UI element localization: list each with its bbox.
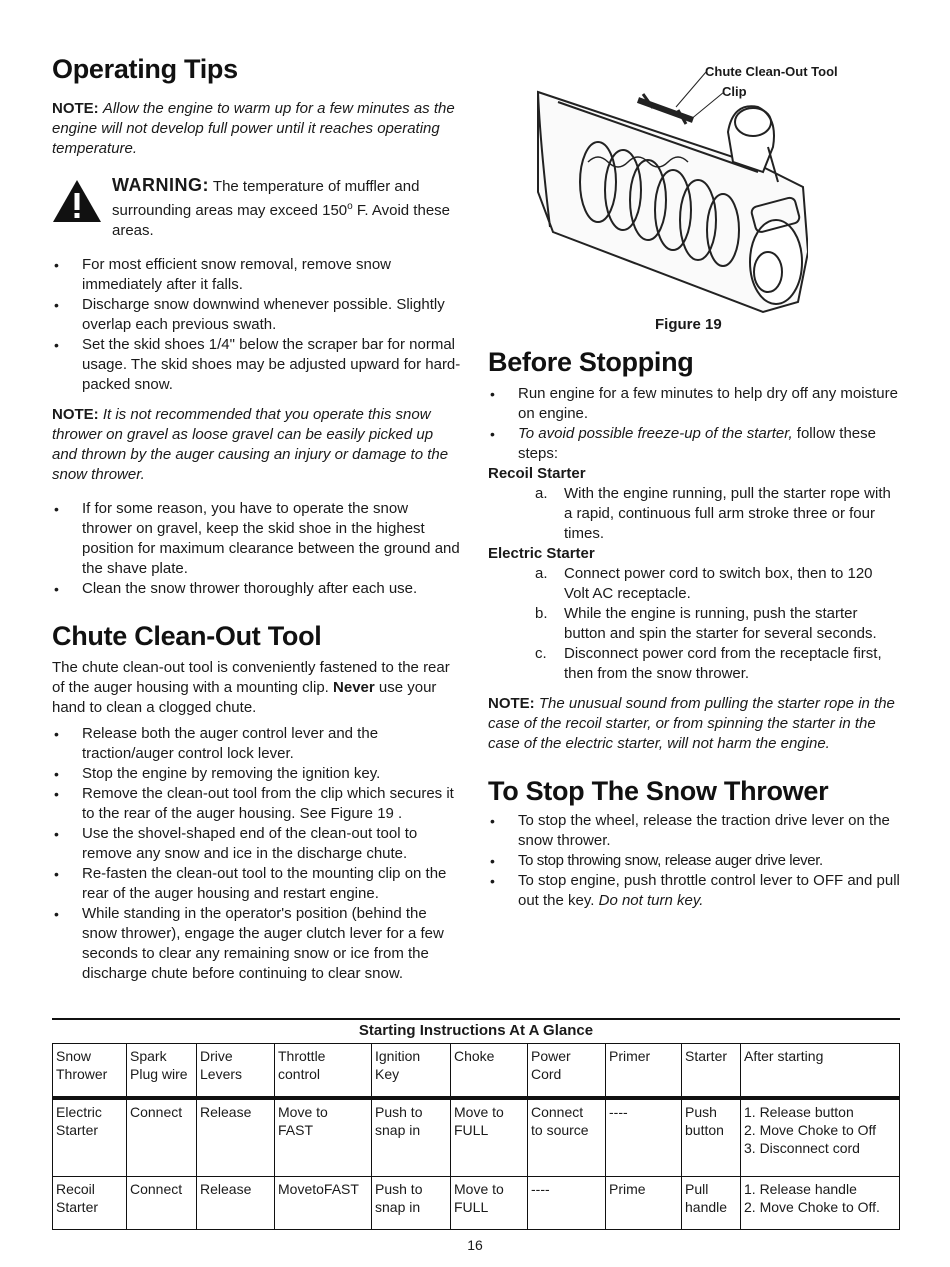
table-cell: Connect to source — [528, 1098, 606, 1177]
table-header-row — [53, 1044, 900, 1099]
chute-tool-intro: The chute clean-out tool is conveniently fastened to the rear of the auger housing with a mounting clip. Never use your hand to clean a clogged chute. — [52, 659, 450, 716]
table-cell: Move to FULL — [451, 1098, 528, 1177]
table-cell: Push to snap in — [372, 1098, 451, 1177]
header-cell: Starter — [682, 1044, 741, 1099]
table-cell: Push button — [682, 1098, 741, 1177]
list-item: • Clean the snow thrower thoroughly after each use. — [52, 579, 462, 599]
list-item: • Remove the clean-out tool from the clip which secures it to the rear of the auger housing. See Figure 19 . — [52, 784, 462, 824]
warning-label: WARNING: — [112, 175, 209, 195]
table-row — [53, 1177, 900, 1230]
note-label: NOTE: — [52, 100, 99, 117]
header-cell: Choke — [451, 1044, 528, 1099]
list-item: • Set the skid shoes 1/4" below the scraper bar for normal usage. The skid shoes may be adjusted upward for hard-packed snow. — [52, 335, 462, 395]
recoil-steps — [488, 484, 900, 544]
table-cell: Push to snap in — [372, 1177, 451, 1230]
table-cell: Release — [197, 1177, 275, 1230]
header-cell: After starting — [741, 1044, 900, 1099]
glance-table-title: Starting Instructions At A Glance — [358, 1022, 594, 1039]
header-cell: Ignition Key — [372, 1044, 451, 1099]
table-cell: 1. Release button 2. Move Choke to Off 3. Disconnect cord — [741, 1098, 900, 1177]
table-cell: ---- — [606, 1098, 682, 1177]
to-stop-heading: To Stop The Snow Thrower — [488, 776, 829, 806]
table-cell: Pull handle — [682, 1177, 741, 1230]
list-item: • While standing in the operator's position (behind the snow thrower), engage the auger clutch lever for a few seconds to clear any remaining snow or ice from the discharge chute before continuing to clear snow. — [52, 904, 462, 984]
list-item: • If for some reason, you have to operate the snow thrower on gravel, keep the skid shoe in the highest position for maximum clearance between the ground and the shave plate. — [52, 499, 462, 579]
figure-label: Figure 19 — [655, 316, 722, 333]
note-unusual-sound: NOTE: The unusual sound from pulling the starter rope in the case of the recoil starter, or from spinning the starter in the case of the electric starter, will not harm the engine. — [488, 695, 895, 752]
list-item: • Use the shovel-shaped end of the clean-out tool to remove any snow and ice in the discharge chute. — [52, 824, 462, 864]
list-item: • To stop engine, push throttle control lever to OFF and pull out the key. Do not turn key. — [488, 871, 900, 911]
table-cell: Move to FAST — [275, 1098, 372, 1177]
list-item: • Stop the engine by removing the ignition key. — [52, 764, 462, 784]
list-item: • To avoid possible freeze-up of the starter, follow these steps: — [488, 424, 900, 464]
table-cell: ---- — [528, 1177, 606, 1230]
table-cell: Connect — [127, 1177, 197, 1230]
callout-clean-out-tool: Chute Clean-Out Tool — [705, 64, 838, 79]
table-cell: MovetoFAST — [275, 1177, 372, 1230]
table-cell: Release — [197, 1098, 275, 1177]
table-cell: 1. Release handle 2. Move Choke to Off. — [741, 1177, 900, 1230]
table-cell: Recoil Starter — [53, 1177, 127, 1230]
list-item: a. With the engine running, pull the starter rope with a rapid, continuous full arm stroke three or four times. — [535, 485, 891, 542]
header-cell: Drive Levers — [197, 1044, 275, 1099]
chute-tool-heading: Chute Clean-Out Tool — [52, 621, 322, 651]
warning-block — [52, 175, 462, 241]
note-gravel: NOTE: It is not recommended that you operate this snow thrower on gravel as loose gravel can be easily picked up and thrown by the auger causing an injury or damage to the snow thrower. — [52, 406, 449, 483]
table-cell: Connect — [127, 1098, 197, 1177]
electric-steps — [488, 564, 900, 684]
header-cell: Throttle control — [275, 1044, 372, 1099]
table-top-rule — [52, 1018, 900, 1020]
note-warmup — [52, 99, 462, 159]
list-item: • Discharge snow downwind whenever possible. Slightly overlap each previous swath. — [52, 295, 462, 335]
chute-tool-list — [52, 724, 462, 984]
table-cell: Electric Starter — [53, 1098, 127, 1177]
table-row — [53, 1098, 900, 1177]
header-cell: Spark Plug wire — [127, 1044, 197, 1099]
auger-housing-figure — [528, 62, 808, 322]
before-stopping-heading: Before Stopping — [488, 347, 694, 377]
recoil-starter-subheading: Recoil Starter — [488, 465, 586, 482]
page-number: 16 — [467, 1237, 483, 1253]
list-item: a. Connect power cord to switch box, then to 120 Volt AC receptacle. — [535, 565, 873, 602]
glance-table — [52, 1043, 900, 1230]
callout-clip: Clip — [722, 84, 747, 99]
table-cell: Prime — [606, 1177, 682, 1230]
list-item: • For most efficient snow removal, remove snow immediately after it falls. — [52, 255, 462, 295]
list-item: • To stop the wheel, release the traction drive lever on the snow thrower. — [488, 811, 900, 851]
header-cell: Snow Thrower — [53, 1044, 127, 1099]
before-stopping-list — [488, 384, 900, 464]
list-item: c. Disconnect power cord from the receptacle first, then from the snow thrower. — [535, 645, 882, 682]
list-item: b. While the engine is running, push the starter button and spin the starter for several seconds. — [535, 605, 877, 642]
note-warmup-text: Allow the engine to warm up for a few minutes as the engine will not develop full power until it reaches operating temperature. — [52, 100, 455, 157]
left-column — [52, 0, 462, 984]
header-cell: Primer — [606, 1044, 682, 1099]
list-item: • Re-fasten the clean-out tool to the mounting clip on the rear of the auger housing and restart engine. — [52, 864, 462, 904]
electric-starter-subheading: Electric Starter — [488, 545, 595, 562]
right-column — [488, 347, 900, 911]
warning-text: The temperature of muffler and surrounding areas may exceed 150$^o$ F. Avoid these areas. — [112, 178, 451, 239]
tips-list-1 — [52, 255, 462, 395]
operating-tips-heading: Operating Tips — [52, 54, 238, 84]
header-cell: Power Cord — [528, 1044, 606, 1099]
list-item: • Release both the auger control lever and the traction/auger control lock lever. — [52, 724, 462, 764]
to-stop-list — [488, 811, 900, 911]
table-cell: Move to FULL — [451, 1177, 528, 1230]
warning-triangle-icon — [52, 179, 102, 223]
tips-list-2 — [52, 499, 462, 599]
list-item: • To stop throwing snow, release auger drive lever. — [488, 851, 900, 871]
list-item: • Run engine for a few minutes to help dry off any moisture on engine. — [488, 384, 900, 424]
